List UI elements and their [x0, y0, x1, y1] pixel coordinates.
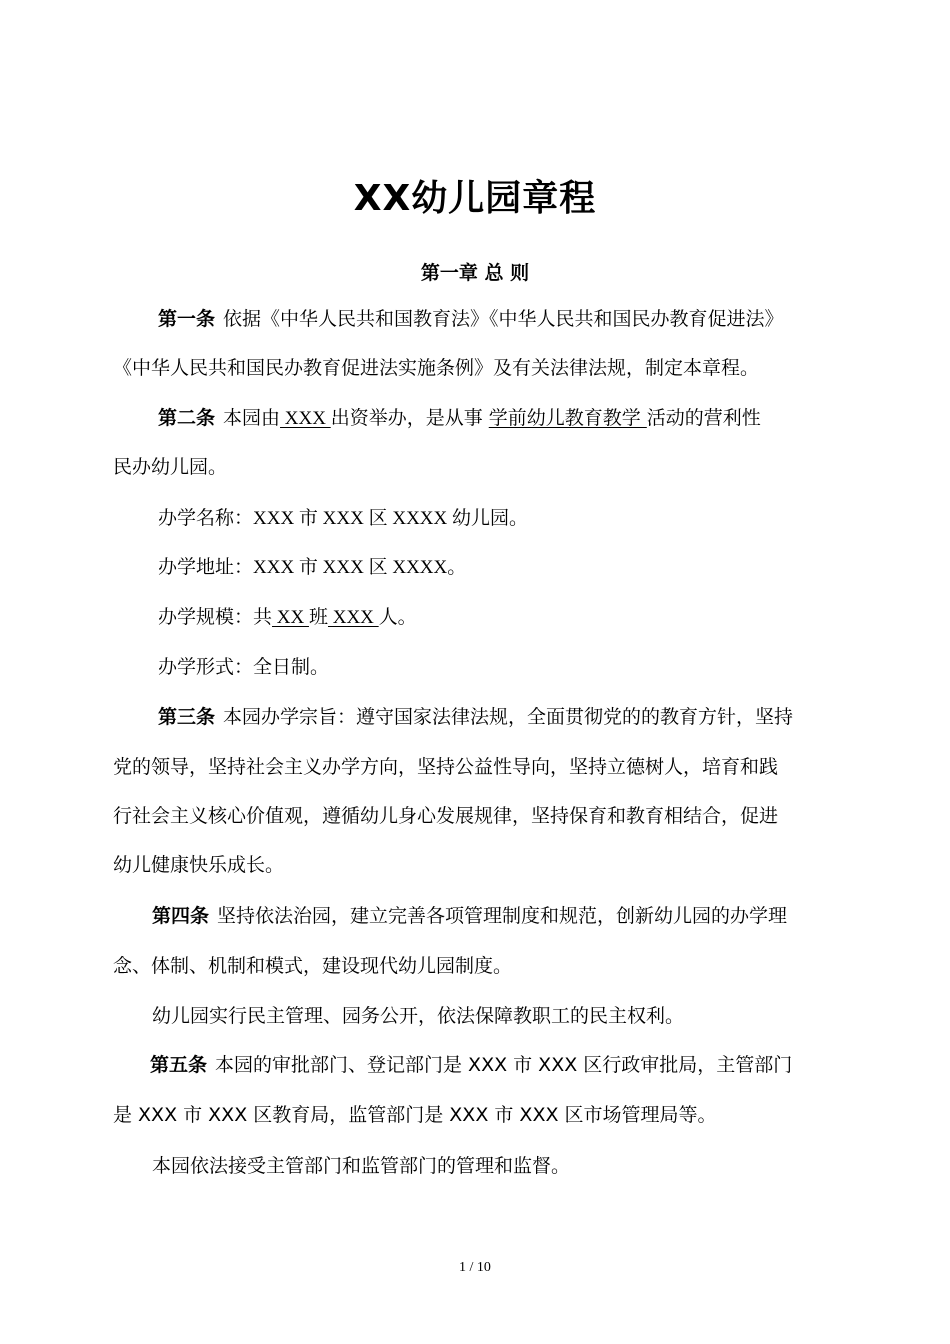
article-5-label: 第五条 — [150, 1054, 208, 1076]
article-4-text-1: 坚持依法治园，建立完善各项管理制度和规范，创新幼儿园的办学理 — [217, 905, 788, 927]
article-2-label: 第二条 — [158, 407, 216, 429]
article-5-text-1: 本园的审批部门、登记部门是 XXX 市 XXX 区行政审批局，主管部门 — [215, 1054, 793, 1076]
article-1-label: 第一条 — [158, 308, 216, 330]
article-4-label: 第四条 — [152, 905, 210, 927]
article-1-line-2: 《中华人民共和国民办教育促进法实施条例》及有关法律法规，制定本章程。 — [113, 357, 760, 379]
class-count: XX — [272, 607, 309, 628]
article-2-pre: 本园由 — [223, 407, 281, 429]
school-name-label: 办学名称： — [158, 507, 254, 529]
school-address-line — [158, 554, 888, 581]
article-3-label: 第三条 — [158, 706, 216, 728]
article-2-mid: 出资举办，是从事 — [330, 407, 489, 429]
article-3-line-3: 行社会主义核心价值观，遵循幼儿身心发展规律，坚持保育和教育相结合，促进 — [113, 805, 779, 827]
school-address-label: 办学地址： — [158, 556, 254, 578]
student-count: XXX — [327, 607, 379, 628]
article-5-line-1 — [150, 1052, 880, 1078]
article-5-line-3: 本园依法接受主管部门和监管部门的管理和监督。 — [152, 1155, 571, 1177]
student-unit: 人。 — [378, 606, 417, 628]
article-3-line-1 — [158, 704, 888, 730]
page-number: 1 / 10 — [459, 1260, 491, 1275]
school-address-value: XXX 市 XXX 区 XXXX。 — [253, 557, 467, 578]
school-name-value: XXX 市 XXX 区 XXXX 幼儿园。 — [253, 508, 528, 529]
document-title: XX幼儿园章程 — [353, 178, 597, 219]
article-4-line-1 — [152, 903, 882, 929]
article-2-line-2: 民办幼儿园。 — [113, 456, 228, 478]
article-1-line-1 — [158, 306, 888, 332]
article-1-text-1: 依据《中华人民共和国教育法》《中华人民共和国民办教育促进法》 — [223, 308, 784, 330]
article-2-business: 学前幼儿教育教学 — [488, 407, 647, 429]
article-2-line-1 — [158, 405, 888, 432]
school-scale-line — [158, 604, 888, 631]
school-form-line — [158, 654, 888, 680]
article-4-line-2: 念、体制、机制和模式，建设现代幼儿园制度。 — [113, 955, 513, 977]
school-form-label: 办学形式： — [158, 656, 254, 678]
article-4-line-3: 幼儿园实行民主管理、园务公开，依法保障教职工的民主权利。 — [152, 1005, 685, 1027]
article-5-line-2: 是 XXX 市 XXX 区教育局，监管部门是 XXX 市 XXX 区市场管理局等。 — [113, 1104, 717, 1126]
school-form-value: 全日制。 — [253, 656, 330, 678]
article-3-line-2: 党的领导，坚持社会主义办学方向，坚持公益性导向，坚持立德树人，培育和践 — [113, 756, 779, 778]
article-2-post: 活动的营利性 — [646, 407, 761, 429]
chapter-heading: 第一章 总 则 — [420, 262, 530, 284]
article-2-sponsor: XXX — [280, 408, 331, 429]
school-scale-label: 办学规模：共 — [158, 606, 273, 628]
article-3-line-4: 幼儿健康快乐成长。 — [113, 854, 285, 876]
school-name-line — [158, 505, 888, 532]
class-unit: 班 — [308, 606, 328, 628]
article-3-text-1: 本园办学宗旨：遵守国家法律法规，全面贯彻党的的教育方针，坚持 — [223, 706, 794, 728]
